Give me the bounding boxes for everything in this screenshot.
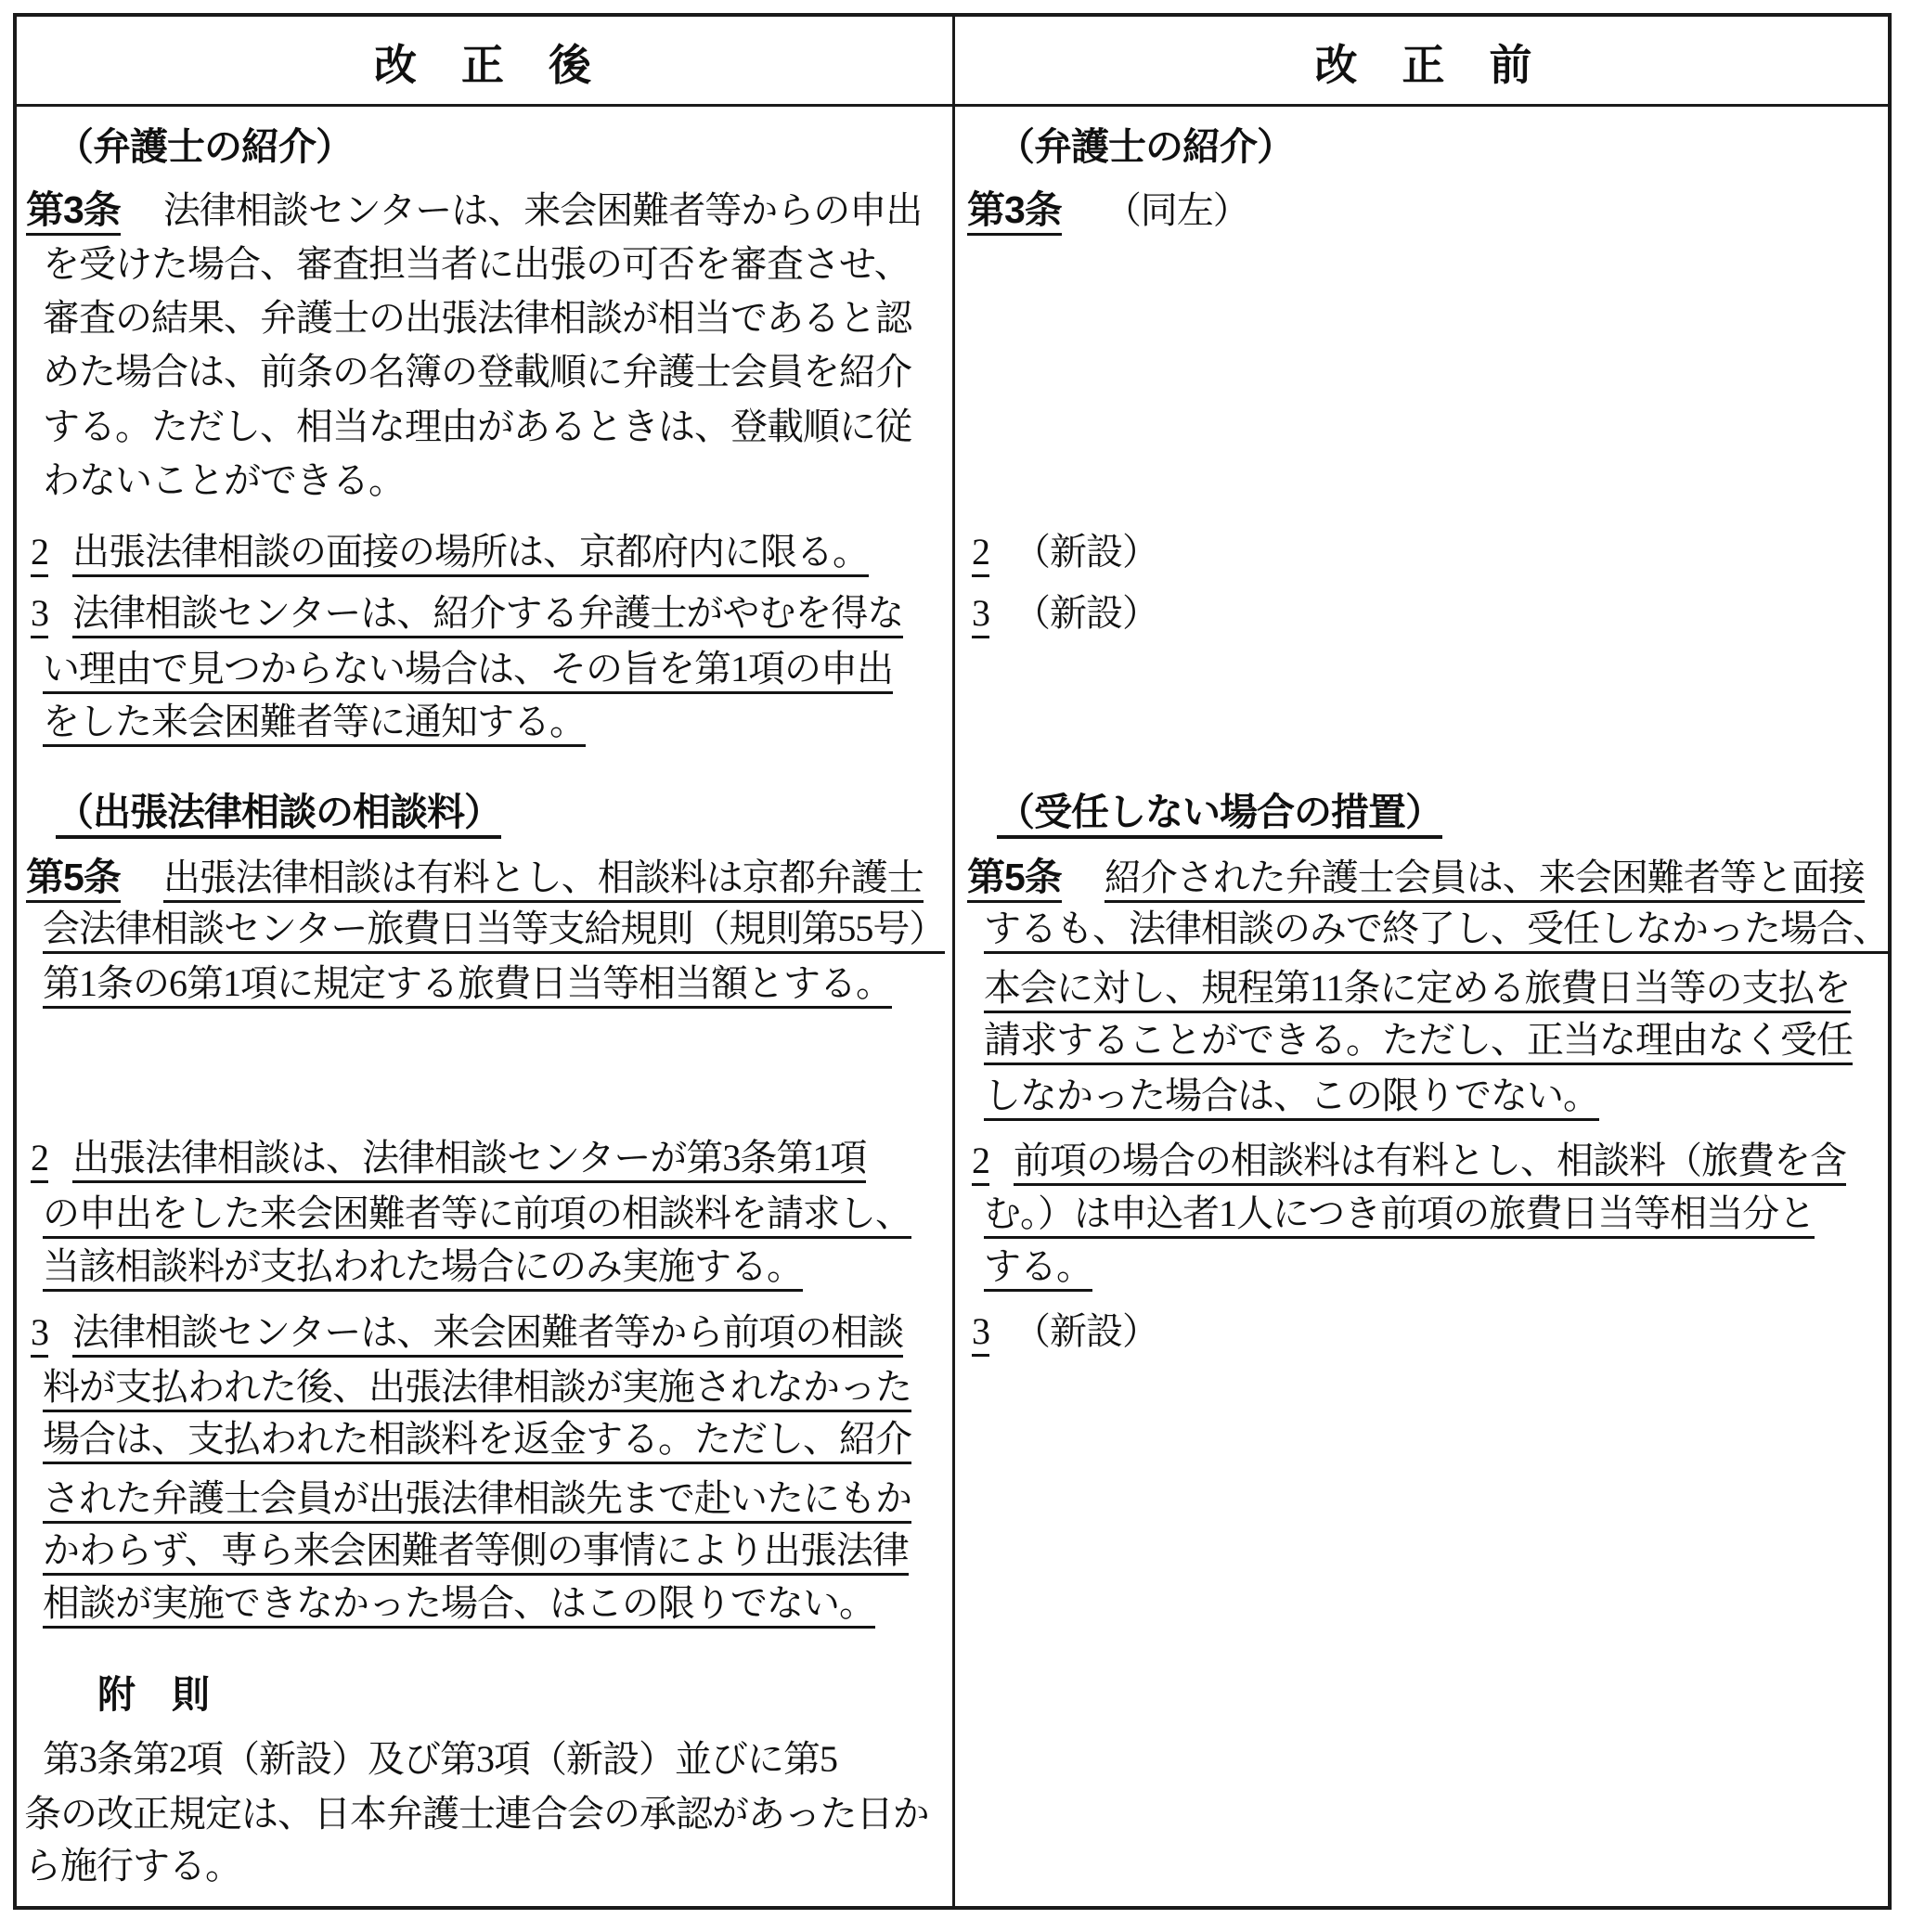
- text-line: [43, 904, 945, 954]
- clause-number: 2: [972, 531, 989, 577]
- clause-line: [972, 527, 1158, 577]
- line-text: わないことができる。: [43, 459, 405, 501]
- text-line: [984, 1242, 1092, 1292]
- line-text: い理由で見つからない場合は、その旨を第1項の申出: [43, 648, 893, 694]
- text-line: [43, 347, 911, 397]
- article-number: 第3条: [967, 188, 1062, 236]
- line-text: 出張法律相談は、法律相談センターが第3条第1項: [72, 1137, 866, 1183]
- column-header-before: 改 正 前: [1314, 41, 1533, 89]
- section-heading: [997, 122, 1294, 173]
- clause-number: 2: [31, 531, 48, 577]
- heading-text: （出張法律相談の相談料）: [56, 791, 501, 839]
- line-text: 当該相談料が支払われた場合にのみ実施する。: [43, 1245, 803, 1292]
- text-line: [984, 1071, 1599, 1121]
- text-line: [43, 1189, 911, 1239]
- text-line: [43, 402, 911, 452]
- line-text: かわらず、専ら来会困難者等側の事情により出張法律: [43, 1529, 909, 1576]
- line-text: 請求することができる。ただし、正当な理由なく受任: [984, 1019, 1853, 1065]
- line-text: （新設）: [1014, 592, 1158, 634]
- clause-number: 2: [972, 1140, 989, 1186]
- text-line: [984, 1015, 1853, 1065]
- article-lead-line: [26, 852, 924, 903]
- line-text: （新設）: [1014, 531, 1158, 573]
- text-line: [43, 1362, 911, 1412]
- text-line: [43, 293, 911, 343]
- text-line: [43, 456, 405, 506]
- clause-line: [31, 1307, 903, 1358]
- clause-number: 3: [31, 1311, 48, 1358]
- appendix-line: [24, 1841, 241, 1891]
- line-text: する。: [984, 1245, 1092, 1292]
- line-text: された弁護士会員が出張法律相談先まで赴いたにもか: [43, 1477, 911, 1524]
- line-text: 第1条の6第1項に規定する旅費日当等相当額とする。: [43, 962, 892, 1009]
- line-text: 料が支払われた後、出張法律相談が実施されなかった: [43, 1366, 911, 1412]
- line-text: 出張法律相談は有料とし、相談料は京都弁護士: [163, 857, 924, 903]
- line-text: 法律相談センターは、紹介する弁護士がやむを得な: [72, 592, 903, 638]
- clause-number: 3: [972, 592, 989, 638]
- heading-text: （受任しない場合の措置）: [997, 791, 1442, 839]
- text-line: [43, 1242, 803, 1292]
- text-line: [43, 1526, 909, 1576]
- clause-line: [31, 527, 869, 577]
- article-lead-line: [967, 852, 1865, 903]
- clause-line: [972, 1136, 1846, 1186]
- article-lead-line: [26, 185, 922, 236]
- line-text: 法律相談センターは、来会困難者等からの申出: [162, 189, 923, 231]
- line-text: 前項の場合の相談料は有料とし、相談料（旅費を含: [1014, 1140, 1846, 1186]
- clause-line: [31, 588, 903, 638]
- line-text: するも、法律相談のみで終了し、受任しなかった場合、: [984, 908, 1889, 954]
- text-line: [43, 1474, 911, 1524]
- line-text: ら施行する。: [24, 1845, 241, 1887]
- line-text: 審査の結果、弁護士の出張法律相談が相当であると認: [43, 297, 911, 339]
- column-divider-line: [952, 13, 955, 1910]
- line-text: 法律相談センターは、来会困難者等から前項の相談: [72, 1311, 903, 1358]
- line-text: 場合は、支払われた相談料を返金する。ただし、紹介: [43, 1418, 911, 1464]
- line-text: 会法律相談センター旅費日当等支給規則（規則第55号）: [43, 908, 945, 954]
- line-text: を受けた場合、審査担当者に出張の可否を審査させ、: [43, 243, 911, 285]
- line-text: 本会に対し、規程第11条に定める旅費日当等の支払を: [984, 967, 1851, 1013]
- column-before: [963, 110, 1890, 1906]
- text-line: [43, 959, 892, 1009]
- clause-line: [972, 1307, 1158, 1357]
- line-text: 出張法律相談の面接の場所は、京都府内に限る。: [72, 531, 869, 577]
- heading-text: （弁護士の紹介）: [56, 125, 353, 168]
- text-line: [984, 1189, 1815, 1239]
- appendix-line: [24, 1789, 929, 1839]
- section-heading: [56, 122, 353, 173]
- text-line: [984, 963, 1851, 1013]
- clause-line: [972, 588, 1158, 638]
- column-header-after: 改 正 後: [374, 41, 592, 89]
- article-lead-line: [967, 185, 1249, 236]
- line-text: 相談が実施できなかった場合、はこの限りでない。: [43, 1582, 875, 1629]
- appendix-line: [43, 1734, 837, 1784]
- column-after: [22, 110, 950, 1906]
- clause-number: 3: [31, 592, 48, 638]
- clause-line: [31, 1133, 866, 1183]
- clause-number: 3: [972, 1310, 989, 1357]
- text-line: [43, 1578, 875, 1629]
- line-text: 条の改正規定は、日本弁護士連合会の承認があった日か: [24, 1793, 929, 1835]
- line-text: する。ただし、相当な理由があるときは、登載順に従: [43, 406, 911, 447]
- appendix-heading: [97, 1669, 209, 1720]
- line-text: をした来会困難者等に通知する。: [43, 701, 586, 747]
- line-text: （新設）: [1014, 1310, 1158, 1352]
- section-heading: [997, 787, 1442, 838]
- line-text: （同左）: [1104, 189, 1249, 231]
- text-line: [43, 697, 586, 747]
- clause-number: 2: [31, 1137, 48, 1183]
- section-heading: [56, 787, 501, 838]
- line-text: 紹介された弁護士会員は、来会困難者等と面接: [1105, 857, 1865, 903]
- text-line: [984, 904, 1889, 954]
- article-number: 第5条: [26, 856, 121, 903]
- line-text: しなかった場合は、この限りでない。: [984, 1075, 1599, 1121]
- text-line: [43, 1414, 911, 1464]
- line-text: 第3条第2項（新設）及び第3項（新設）並びに第5: [43, 1738, 837, 1780]
- article-number: 第5条: [967, 856, 1062, 903]
- article-number: 第3条: [26, 188, 121, 236]
- line-text: む。）は申込者1人につき前項の旅費日当等相当分と: [984, 1192, 1815, 1239]
- text-line: [43, 239, 911, 290]
- heading-text: （弁護士の紹介）: [997, 125, 1294, 168]
- text-line: [43, 644, 893, 694]
- heading-text: 附 則: [97, 1673, 209, 1716]
- line-text: めた場合は、前条の名簿の登載順に弁護士会員を紹介: [43, 351, 911, 393]
- line-text: の申出をした来会困難者等に前項の相談料を請求し、: [43, 1192, 911, 1239]
